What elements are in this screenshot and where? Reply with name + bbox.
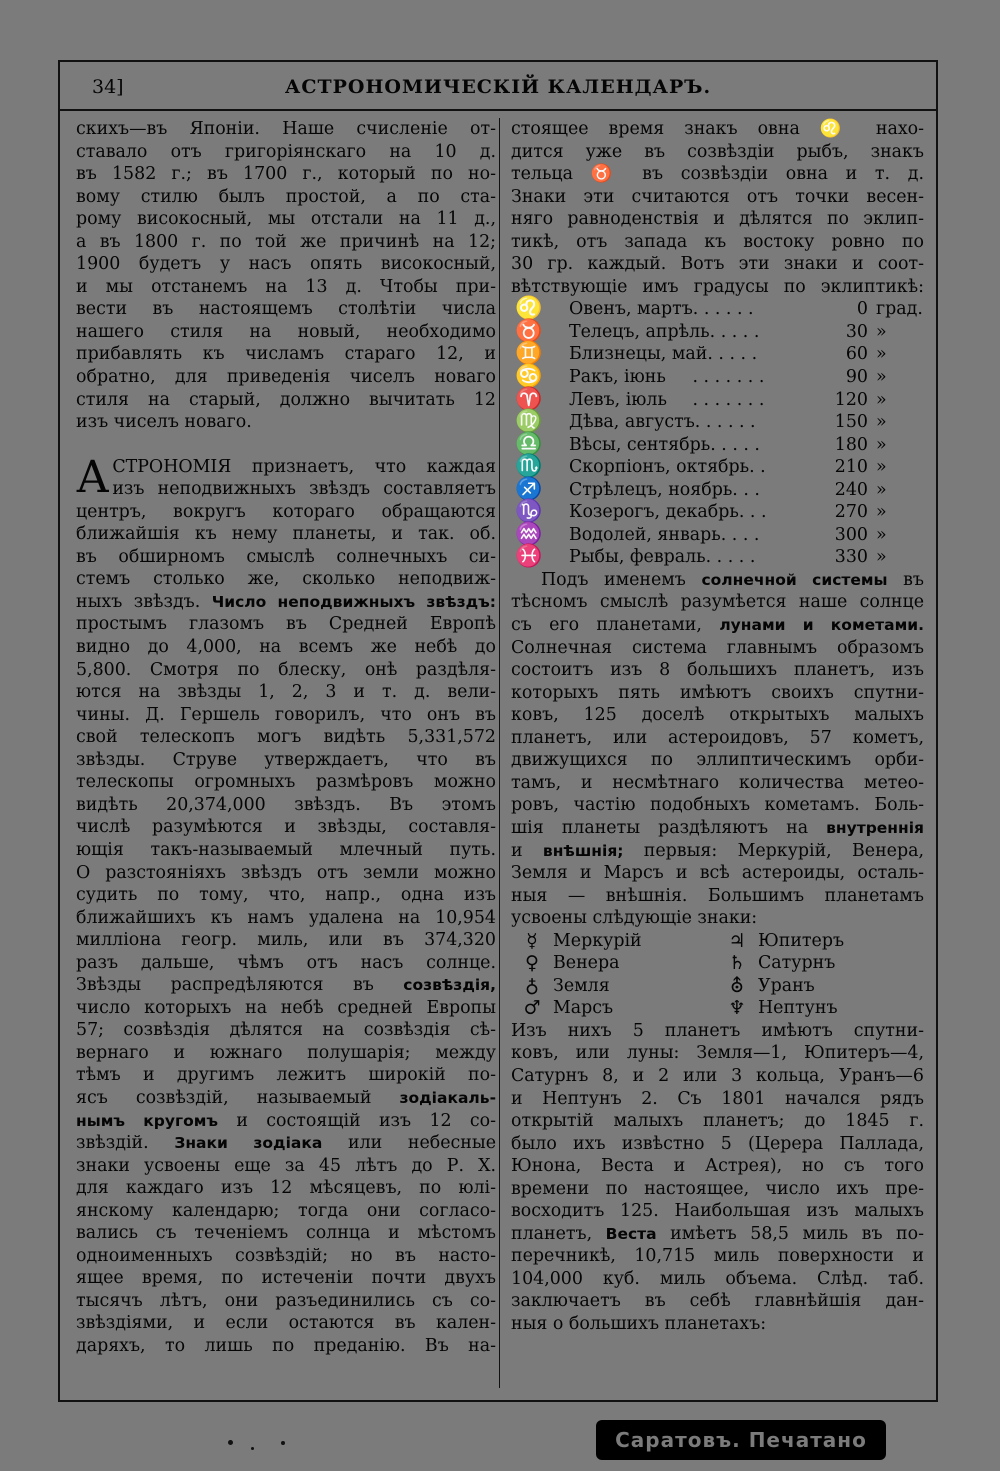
text-line: простымъ глазомъ въ Средней Европѣ xyxy=(76,614,496,635)
text-run: ясъ созвѣздій, называемый xyxy=(76,1087,372,1108)
text-run: звѣздій. xyxy=(76,1133,149,1154)
text-line: планетъ, или астероидовъ, 57 кометъ, xyxy=(511,727,924,748)
text-line: тикѣ, отъ запада къ востоку ровно по xyxy=(511,231,924,252)
text-run: шія планеты раздѣляютъ на xyxy=(511,817,809,838)
text-line: звѣздіями, и если остаются въ кален- xyxy=(76,1313,496,1334)
text-line: дится уже въ созвѣздіи рыбъ, знакъ xyxy=(511,141,924,162)
zodiac-row xyxy=(511,343,924,366)
zodiac-sign-icon: ♍ xyxy=(515,409,543,435)
zodiac-sign-icon: ♉ xyxy=(515,318,543,344)
zodiac-degree: 90 xyxy=(845,367,868,388)
text-line: прибавлять къ числамъ стараго 12, и xyxy=(76,344,496,365)
planet-entry xyxy=(517,997,722,1020)
zodiac-degree: 60 xyxy=(845,344,868,365)
bold-term: Знаки зодіака xyxy=(174,1134,323,1153)
zodiac-sign-name: Скорпіонъ, октябрь xyxy=(569,457,750,478)
zodiac-sign-icon: ♋ xyxy=(515,364,543,390)
leader-dots: . . xyxy=(749,457,766,478)
text-line: тысячъ лѣтъ, они разъединились съ со- xyxy=(76,1290,496,1311)
bold-term: Веста xyxy=(605,1224,657,1243)
zodiac-row xyxy=(511,476,924,502)
text-line: центръ, вокругъ котораго обращаются xyxy=(76,501,496,522)
planet-symbol-icon: ♄ xyxy=(728,952,746,975)
bold-term: внѣшнія; xyxy=(542,841,624,860)
planet-symbol-icon: ♃ xyxy=(728,929,746,952)
zodiac-degree: 210 xyxy=(834,457,868,478)
zodiac-sign-name: Левъ, іюль xyxy=(569,389,667,410)
degree-unit: » xyxy=(876,457,887,478)
text-line: тамъ, и несмѣтнаго количества метео- xyxy=(511,772,924,793)
zodiac-sign-icon: ♊ xyxy=(515,341,543,367)
text-line: и Нептунъ 2. Съ 1801 начался рядъ xyxy=(511,1088,924,1109)
planet-symbol-icon: ♂ xyxy=(523,997,541,1020)
zodiac-degree: 300 xyxy=(834,524,868,545)
bold-term: солнечной системы xyxy=(701,570,888,589)
text-line: а въ 1800 г. по той же причинѣ на 12; xyxy=(76,231,496,252)
text-line xyxy=(511,1223,924,1246)
text-line xyxy=(511,840,924,863)
text-line: вернаго и южнаго полушарія; между xyxy=(76,1042,496,1063)
zodiac-sign-name: Рыбы, февраль xyxy=(569,547,706,568)
text-line xyxy=(511,817,924,840)
zodiac-sign-icon: ♒ xyxy=(515,521,543,547)
planet-name: Марсъ xyxy=(553,998,614,1019)
text-line: ныя — внѣшнія. Большимъ планетамъ xyxy=(511,885,924,906)
text-line: нашего стиля на новый, необходимо xyxy=(76,321,496,342)
text-line: Солнечная система главнымъ образомъ xyxy=(511,637,924,658)
zodiac-sign-icon: ♓ xyxy=(515,544,543,570)
degree-unit: » xyxy=(876,524,887,545)
zodiac-row xyxy=(511,298,924,321)
zodiac-sign-name: Козерогъ, декабрь xyxy=(569,502,739,523)
zodiac-sign-name: Вѣсы, сентябрь xyxy=(569,434,711,455)
leader-dots: . . . xyxy=(732,479,760,500)
text-line: 5,800. Смотря по блеску, онѣ раздѣля- xyxy=(76,659,496,680)
zodiac-row xyxy=(511,521,924,547)
planet-entry xyxy=(722,930,922,953)
bold-term: зодіакаль- xyxy=(399,1088,496,1107)
zodiac-sign-icon: ♏ xyxy=(515,454,543,480)
text-line xyxy=(76,974,496,997)
text-line: движущихся по эллиптическимъ орби- xyxy=(511,750,924,771)
text-run: первыя: Меркурій, Венера, xyxy=(643,840,924,861)
page-number: 34] xyxy=(92,76,124,98)
bold-term: созвѣздія, xyxy=(403,976,496,995)
zodiac-sign-name: Стрѣлецъ, ноябрь xyxy=(569,479,733,500)
planet-name: Земля xyxy=(553,975,610,996)
zodiac-degree: 30 xyxy=(845,321,868,342)
text-run: Звѣзды распредѣляются въ xyxy=(76,975,374,996)
degree-unit: » xyxy=(876,412,887,433)
planet-symbol-icon: ⛢ xyxy=(730,974,744,997)
zodiac-sign-name: Овенъ, мартъ xyxy=(569,299,693,320)
text-line: ются на звѣзды 1, 2, 3 и т. д. вели- xyxy=(76,682,496,703)
zodiac-sign-name: Близнецы, май xyxy=(569,344,708,365)
right-column xyxy=(511,118,924,1336)
zodiac-sign-name: Телецъ, апрѣль xyxy=(569,321,710,342)
library-stamp: Саратовъ. Печатано xyxy=(596,1420,886,1460)
running-title: АСТРОНОМИЧЕСКІЙ КАЛЕНДАРЪ. xyxy=(284,76,712,98)
planet-entry xyxy=(517,930,722,953)
text-run: ныхъ звѣздъ. xyxy=(76,591,201,612)
planet-symbol-icon: ☿ xyxy=(526,929,538,952)
zodiac-sign-icon: ♈ xyxy=(515,386,543,412)
planet-symbol-icon: ♀ xyxy=(525,952,539,975)
zodiac-row xyxy=(511,386,924,412)
left-column xyxy=(76,118,496,1358)
text-line: и мы отстанемъ на 13 д. Чтобы при- xyxy=(76,276,496,297)
degree-unit: » xyxy=(876,344,887,365)
text-line: числѣ разумѣются и звѣзды, составля- xyxy=(76,817,496,838)
zodiac-sign-name: Ракъ, іюнь xyxy=(569,367,666,388)
degree-unit: » xyxy=(876,479,887,500)
ink-speck xyxy=(251,1447,254,1450)
text-line: въ 1582 г.; въ 1700 г., который по но- xyxy=(76,164,496,185)
text-line: ставало отъ григоріянскаго на 10 д. xyxy=(76,141,496,162)
planet-name: Уранъ xyxy=(758,975,815,996)
planet-entry xyxy=(722,997,922,1020)
text-line: звѣзды. Струве утверждаетъ, что въ xyxy=(76,749,496,770)
planet-name: Меркурій xyxy=(553,930,642,951)
text-line: янскому календарю; тогда они согласо- xyxy=(76,1200,496,1221)
degree-unit: » xyxy=(876,321,887,342)
text-line: состоитъ изъ 8 большихъ планетъ, изъ xyxy=(511,660,924,681)
zodiac-degree: 240 xyxy=(834,479,868,500)
degree-unit: » xyxy=(876,389,887,410)
text-run: и xyxy=(511,840,523,861)
text-line: стиля на старый, должно вычитать 12 xyxy=(76,389,496,410)
text-line: Юнона, Веста и Астрея), но съ того xyxy=(511,1156,924,1177)
text-line: тѣсномъ смыслѣ разумѣется наше солнце xyxy=(511,592,924,613)
text-line: тѣмъ и другимъ лежитъ широкій по- xyxy=(76,1065,496,1086)
leader-dots: . . . . . xyxy=(710,434,760,455)
text-line: О разстояніяхъ звѣздъ отъ земли можно xyxy=(76,862,496,883)
text-line: времени по настоящее, число ихъ пре- xyxy=(511,1178,924,1199)
text-line: чины. Д. Гершель говорилъ, что онъ въ xyxy=(76,704,496,725)
text-line: скихъ—въ Японіи. Наше счисленіе от- xyxy=(76,119,496,139)
leader-dots: . . . . . . . xyxy=(692,367,765,388)
bold-term: нымъ кругомъ xyxy=(76,1111,219,1130)
text-line: тельца ♉ въ созвѣздіи овна и т. д. xyxy=(511,164,924,185)
text-line xyxy=(76,1132,496,1155)
left-paragraph-2 xyxy=(76,451,496,1358)
bold-term: лунами и кометами. xyxy=(719,616,924,635)
leader-dots: . . . . . xyxy=(707,344,758,365)
leader-dots: . . . xyxy=(738,502,767,523)
text-line: няго равноденствія и дѣлятся по эклип- xyxy=(511,209,924,230)
text-line: въ обширномъ смыслѣ солнечныхъ си- xyxy=(76,546,496,567)
text-line: изъ неподвижныхъ звѣздъ составляетъ xyxy=(112,479,496,500)
column-divider xyxy=(499,118,500,1388)
text-line: милліона геогр. миль, или въ 374,320 xyxy=(76,930,496,951)
text-line: ковъ, или луны: Земля—1, Юпитеръ—4, xyxy=(511,1043,924,1064)
text-line: которыхъ пять имѣютъ своихъ спутни- xyxy=(511,682,924,703)
zodiac-sign-icon: ♌ xyxy=(515,296,543,322)
text-line: число которыхъ на небѣ средней Европы xyxy=(76,997,496,1018)
zodiac-sign-name: Водолей, январь xyxy=(569,524,721,545)
text-line: СТРОНОМІЯ признаетъ, что каждая xyxy=(112,456,496,477)
text-line: 30 гр. каждый. Вотъ эти знаки и соот- xyxy=(511,254,924,275)
text-line: ящее время, по истеченіи почти двухъ xyxy=(76,1268,496,1289)
text-run: съ его планетами, xyxy=(511,615,702,636)
planet-name: Сатурнъ xyxy=(758,953,836,974)
paragraph-gap xyxy=(76,434,496,456)
leader-dots: . . . . xyxy=(720,524,760,545)
text-line: видно до 4,000, на всемъ же небѣ до xyxy=(76,637,496,658)
text-line: видѣть 20,374,000 звѣздъ. Въ этомъ xyxy=(76,794,496,815)
text-line: свой телескопъ могъ видѣть 5,331,572 xyxy=(76,727,496,748)
text-line: открытій малыхъ планетъ; до 1845 г. xyxy=(511,1111,924,1132)
planet-symbol-icon: ♆ xyxy=(728,997,746,1020)
text-line: восходитъ 125. Наибольшая изъ малыхъ xyxy=(511,1201,924,1222)
zodiac-sign-icon: ♑ xyxy=(515,499,543,525)
text-line xyxy=(511,614,924,637)
bold-term: Число неподвижныхъ звѣздъ: xyxy=(211,592,496,611)
text-line: стемъ столько же, сколько неподвиж- xyxy=(76,569,496,590)
leader-dots: . . . . . xyxy=(705,547,756,568)
planet-entry xyxy=(722,975,922,998)
text-run: имѣетъ 58,5 миль въ по- xyxy=(670,1223,924,1244)
zodiac-row xyxy=(511,546,924,569)
planet-entry xyxy=(517,952,722,975)
zodiac-sign-name: Дѣва, августъ xyxy=(569,412,695,433)
planet-symbols-table xyxy=(511,930,924,1020)
text-line: заключаетъ въ себѣ главнѣйшія дан- xyxy=(511,1291,924,1312)
degree-unit: » xyxy=(876,547,887,568)
zodiac-sign-icon: ♐ xyxy=(515,476,543,502)
text-line: вести въ настоящемъ столѣтіи числа xyxy=(76,299,496,320)
text-line: Сатурнъ 8, и 2 или 3 кольца, Уранъ—6 xyxy=(511,1065,924,1086)
zodiac-row xyxy=(511,431,924,457)
planet-symbol-icon: ♁ xyxy=(525,974,539,997)
degree-unit: » xyxy=(876,367,887,388)
text-line: ровъ, частію подобныхъ кометамъ. Боль- xyxy=(511,795,924,816)
zodiac-row xyxy=(511,411,924,434)
text-line xyxy=(76,1087,496,1110)
zodiac-degree: 120 xyxy=(834,389,868,410)
text-run: Подъ именемъ xyxy=(541,569,686,590)
zodiac-degree: 180 xyxy=(834,434,868,455)
left-paragraph-1 xyxy=(76,118,496,434)
drop-cap: А xyxy=(76,451,110,503)
text-line: ныя о большихъ планетахъ: xyxy=(511,1313,767,1334)
text-line: было ихъ извѣстно 5 (Церера Паллада, xyxy=(511,1133,924,1154)
zodiac-degree: 270 xyxy=(834,502,868,523)
degree-unit: » xyxy=(876,434,887,455)
ink-speck xyxy=(228,1440,233,1445)
text-line: даряхъ, то лишь по преданію. Въ на- xyxy=(76,1335,496,1356)
text-line xyxy=(511,569,924,592)
text-line: 1900 будетъ у насъ опять високосный, xyxy=(76,254,496,275)
planet-name: Нептунъ xyxy=(758,998,838,1019)
zodiac-table xyxy=(511,298,924,569)
text-line: знаки усвоены еще за 45 лѣтъ до Р. Х. xyxy=(76,1155,496,1176)
leader-dots: . . . . . xyxy=(709,321,760,342)
zodiac-degree: 150 xyxy=(834,412,868,433)
header-rule xyxy=(60,109,936,111)
text-line: 57; созвѣздія дѣлятся на созвѣздія сѣ- xyxy=(76,1020,496,1041)
text-line: телескопы огромныхъ размѣровъ можно xyxy=(76,772,496,793)
zodiac-row xyxy=(511,366,924,389)
text-line: вому стилю былъ простой, а по ста- xyxy=(76,186,496,207)
planet-entry xyxy=(517,975,722,998)
text-run: въ xyxy=(903,569,924,590)
leader-dots: . . . . . . xyxy=(694,412,756,433)
planet-name: Юпитеръ xyxy=(758,930,845,951)
bold-term: внутреннія xyxy=(826,818,924,837)
text-line xyxy=(76,591,496,614)
right-paragraph-1 xyxy=(511,118,924,298)
planet-name: Венера xyxy=(553,953,620,974)
zodiac-degree: 0 xyxy=(856,299,868,320)
ink-speck xyxy=(281,1441,285,1445)
text-line: Знаки эти считаются отъ точки весен- xyxy=(511,186,924,207)
page-header xyxy=(60,76,936,104)
leader-dots: . . . . . . xyxy=(692,299,754,320)
text-line: стоящее время знакъ овна ♌ нахо- xyxy=(511,119,924,139)
text-run: планетъ, xyxy=(511,1223,593,1244)
planet-entry xyxy=(722,952,922,975)
zodiac-sign-icon: ♎ xyxy=(515,431,543,457)
text-line: для каждаго изъ 12 мѣсяцевъ, по юлі- xyxy=(76,1178,496,1199)
text-line: обратно, для приведенія чиселъ новаго xyxy=(76,367,496,388)
text-line: ющія такъ-называемый млечный путь. xyxy=(76,839,496,860)
text-line: 104,000 куб. миль объема. Слѣд. таб. xyxy=(511,1268,924,1289)
text-line: ближайшихъ къ намъ удалена на 10,954 xyxy=(76,907,496,928)
text-run: или небесные xyxy=(348,1133,496,1154)
text-line: разъ дальше, чѣмъ отъ насъ солнце. xyxy=(76,952,496,973)
text-line: рому високосный, мы отстали на 11 д., xyxy=(76,209,496,230)
text-line: Изъ нихъ 5 планетъ имѣютъ спутни- xyxy=(511,1020,924,1041)
degree-unit: град. xyxy=(876,299,923,320)
degree-unit: » xyxy=(876,502,887,523)
text-line: Земля и Марсъ и всѣ астероиды, осталь- xyxy=(511,863,924,884)
leader-dots: . . . . . . . xyxy=(692,389,765,410)
zodiac-row xyxy=(511,318,924,344)
zodiac-degree: 330 xyxy=(834,547,868,568)
text-line: усвоены слѣдующіе знаки: xyxy=(511,908,758,929)
text-line xyxy=(76,1110,496,1133)
text-line: ковъ, 125 доселѣ открытыхъ малыхъ xyxy=(511,705,924,726)
zodiac-row xyxy=(511,456,924,479)
text-line: вѣтствующіе имъ градусы по эклиптикѣ: xyxy=(511,276,924,297)
zodiac-row xyxy=(511,501,924,524)
text-line: судить по тому, что, напр., одна изъ xyxy=(76,885,496,906)
text-line: изъ чиселъ новаго. xyxy=(76,412,252,433)
text-line: ближайшія къ нему планеты, и так. об. xyxy=(76,524,496,545)
text-line: вались съ теченіемъ солнца и мѣстомъ xyxy=(76,1223,496,1244)
text-line: перечникѣ, 10,715 миль поверхности и xyxy=(511,1246,924,1267)
text-line: одноименныхъ созвѣздій; но въ насто- xyxy=(76,1245,496,1266)
text-run: и состоящій изъ 12 со- xyxy=(236,1110,496,1131)
